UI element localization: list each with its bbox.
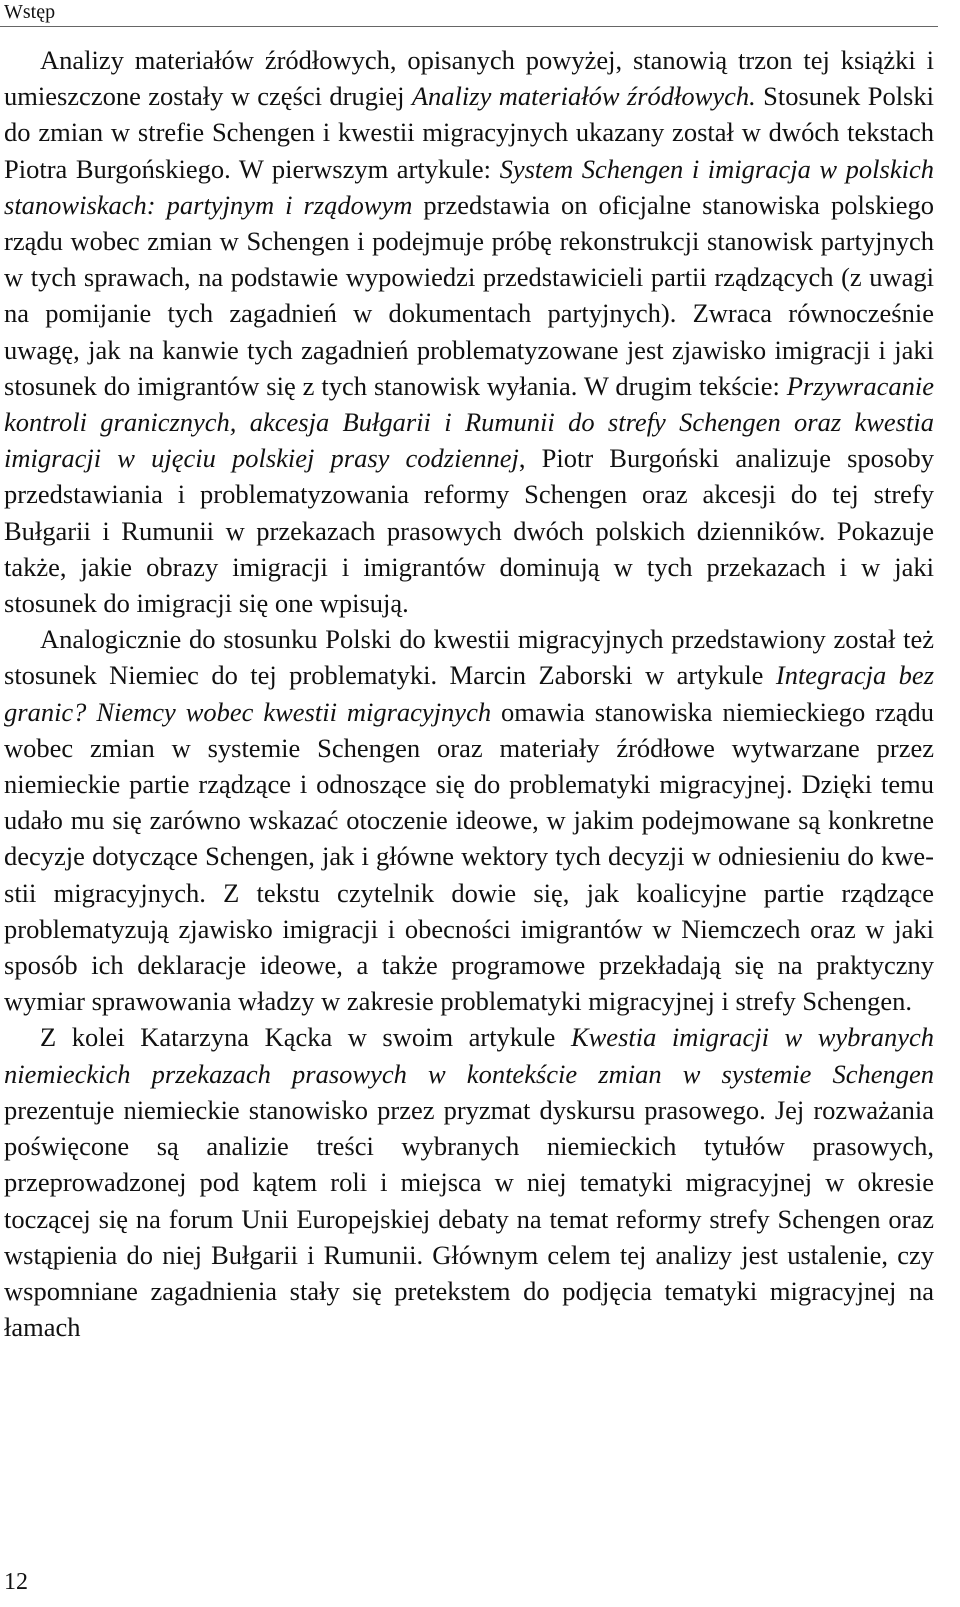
text-segment: przedstawia on oficjalne stanowiska polskiego rządu wobec zmian w Schengen i podejmuje próbę rekonstrukcji stanowisk partyjnych w tych sprawach, na podstawie wypowiedzi przedstawicieli partii rządzących (z uwagi na pomijanie tych zagadnień w dokumentach partyjnych). Zwraca równocześnie uwagę, jak na kanwie tych zagadnień problematyzowane jest zjawisko imigracji i jaki stosunek do imigrantów się z tych stanowisk wyłania. W drugim tekście: xyxy=(4,189,934,401)
text-segment: Z kolei Katarzyna Kącka w swoim artykule xyxy=(40,1022,571,1053)
header-rule xyxy=(0,26,938,27)
italic-title: Przywracanie kontroli granicznych, akcesja Bułgarii i Rumunii do strefy Schengen oraz kwestia imigracji w ujęciu polskiej prasy codziennej xyxy=(4,370,934,474)
paragraph-2 xyxy=(4,621,934,1019)
paragraph-3 xyxy=(4,1019,934,1345)
italic-title: Integracja bez granic? Niemcy wobec kwestii migracyjnych xyxy=(4,660,935,727)
text-segment: Stosunek Polski do zmian w strefie Schengen i kwestii migracyjnych ukazany został w dwóch tekstach Piotra Burgońskiego. W pierwszym artykule: xyxy=(4,81,934,184)
body-text xyxy=(4,42,934,1345)
italic-title: System Schengen i imigracja w polskich stanowiskach: partyjnym i rządowym xyxy=(4,153,934,220)
text-segment: omawia stanowiska niemieckiego rządu wobec zmian w systemie Schengen oraz materiały źródłowe wytwarzane przez niemieckie partie rządzące i odnoszące się do problematyki migracyjnej. Dzięki temu udało mu się zarówno wskazać otoczenie ideowe, w jakim podejmowane są konkretne decyzje dotyczące Schengen, jak i główne wektory tych decyzji w odniesieniu do kwestii migracyjnych. Z tekstu czytelnik dowie się, jak koalicyjne partie rządzące problematyzują zjawisko imigracji i obecności imigrantów w Niemczech oraz w jaki sposób ich deklaracje ideowe, a także programowe przekładają się na praktyczny wymiar sprawowania władzy w zakresie problematyki migracyjnej i strefy Schengen. xyxy=(4,696,935,1017)
italic-title: Kwestia imigracji w wybranych niemieckich przekazach prasowych w kontekście zmian w systemie Schengen xyxy=(4,1022,935,1089)
text-segment: , Piotr Burgoński analizuje sposoby przedstawiania i problematyzowania reformy Schengen oraz akcesji do tej strefy Bułgarii i Rumunii w przekazach prasowych dwóch polskich dzienników. Pokazuje także, jakie obrazy imigracji i imigrantów dominują w tych przekazach i w jaki stosunek do imigracji się one wpisują. xyxy=(4,443,934,619)
italic-title: Analizy materiałów źródłowych. xyxy=(411,81,756,112)
text-segment: Analizy materiałów źródłowych, opisanych powyżej, stanowią trzon tej książki i umieszczone zostały w części drugiej xyxy=(4,45,934,112)
running-head: Wstęp xyxy=(4,1,56,23)
text-segment: Analogicznie do stosunku Polski do kwestii migracyjnych przedstawiony został też stosunek Niemiec do tej problematyki. Marcin Zaborski w artykule xyxy=(4,624,934,691)
paragraph-1 xyxy=(4,42,934,621)
page-number: 12 xyxy=(4,1569,28,1595)
text-segment: prezentuje niemieckie stanowisko przez pryzmat dyskursu prasowego. Jej rozważania poświęcone są analizie treści wybranych niemieckich tytułów prasowych, przeprowadzonej pod kątem roli i miejsca w niej tematyki migracyjnej w okresie toczącej się na forum Unii Europejskiej debaty na temat reformy strefy Schengen oraz wstąpienia do niej Bułgarii i Rumunii. Głównym celem tej analizy jest ustalenie, czy wspomniane zagadnienia stały się pretekstem do podjęcia tematyki migracyjnej na łamach xyxy=(4,1094,934,1343)
